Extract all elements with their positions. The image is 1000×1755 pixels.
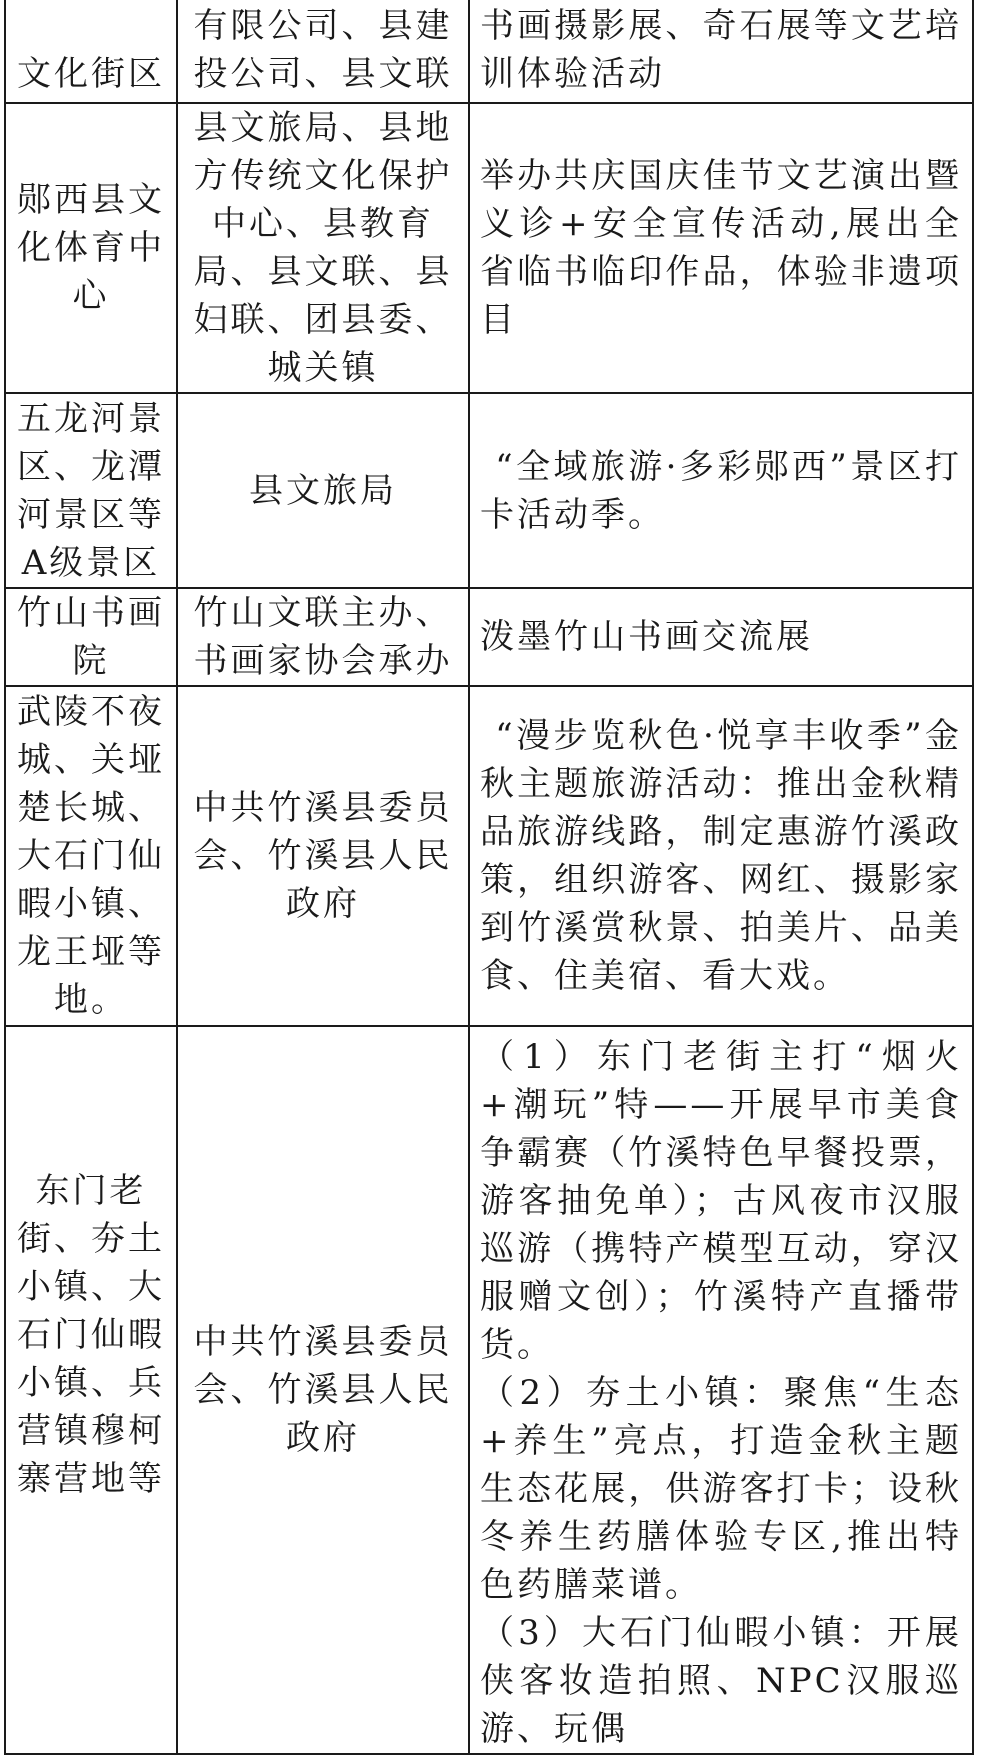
- activity-cell: [469, 103, 973, 393]
- activity-paragraph-1: （1）东门老街主打“烟火+潮玩”特——开展早市美食争霸赛（竹溪特色早餐投票，游客抽免单）；古风夜市汉服巡游（携特产模型互动，穿汉服赠文创）；竹溪特产直播带货。: [480, 1037, 962, 1365]
- venue-cell: 竹山书画院: [5, 588, 177, 686]
- organizer-cell: 县文旅局: [177, 393, 469, 588]
- activity-text: “漫步览秋色·悦享丰收季”金秋主题旅游活动：推出金秋精品旅游线路，制定惠游竹溪政策，组织游客、网红、摄影家到竹溪赏秋景、拍美片、品美食、住美宿、看大戏。: [480, 716, 962, 996]
- activity-cell: [469, 393, 973, 588]
- table-row: [5, 0, 973, 103]
- table-row: [5, 588, 973, 686]
- activity-paragraph-3: （3）大石门仙暇小镇：开展侠客妆造拍照、NPC汉服巡游、玩偶: [480, 1613, 962, 1749]
- table-row: [5, 393, 973, 588]
- venue-cell: 东门老街、夯土小镇、大石门仙暇小镇、兵营镇穆柯寨营地等: [5, 1026, 177, 1754]
- organizer-cell: 县文旅局、县地方传统文化保护中心、县教育局、县文联、县妇联、团县委、城关镇: [177, 103, 469, 393]
- activity-table: [4, 0, 974, 1755]
- organizer-cell: 中共竹溪县委员会、竹溪县人民政府: [177, 1026, 469, 1754]
- organizer-cell: 中共竹溪县委员会、竹溪县人民政府: [177, 686, 469, 1026]
- activity-cell: [469, 1026, 973, 1754]
- activity-text: 泼墨竹山书画交流展: [480, 617, 813, 657]
- table-row: [5, 1026, 973, 1754]
- table-row: [5, 103, 973, 393]
- activity-text: 举办共庆国庆佳节文艺演出暨义诊+安全宣传活动,展出全省临书临印作品，体验非遗项目: [480, 156, 962, 340]
- activity-cell: [469, 686, 973, 1026]
- table-row: [5, 686, 973, 1026]
- venue-cell: 五龙河景区、龙潭河景区等A级景区: [5, 393, 177, 588]
- activity-cell: [469, 588, 973, 686]
- organizer-cell: 竹山文联主办、书画家协会承办: [177, 588, 469, 686]
- activity-paragraph-2: （2）夯土小镇：聚焦“生态+养生”亮点，打造金秋主题生态花展，供游客打卡；设秋冬养生药膳体验专区,推出特色药膳菜谱。: [480, 1373, 962, 1605]
- venue-cell: 文化街区: [5, 0, 177, 103]
- venue-cell: 郧西县文化体育中心: [5, 103, 177, 393]
- venue-cell: 武陵不夜城、关垭楚长城、大石门仙暇小镇、龙王垭等地。: [5, 686, 177, 1026]
- organizer-cell: 有限公司、县建投公司、县文联: [177, 0, 469, 103]
- activity-text: “全域旅游·多彩郧西”景区打卡活动季。: [480, 446, 962, 535]
- activity-cell: [469, 0, 973, 103]
- activity-text: 书画摄影展、奇石展等文艺培训体验活动: [480, 6, 962, 94]
